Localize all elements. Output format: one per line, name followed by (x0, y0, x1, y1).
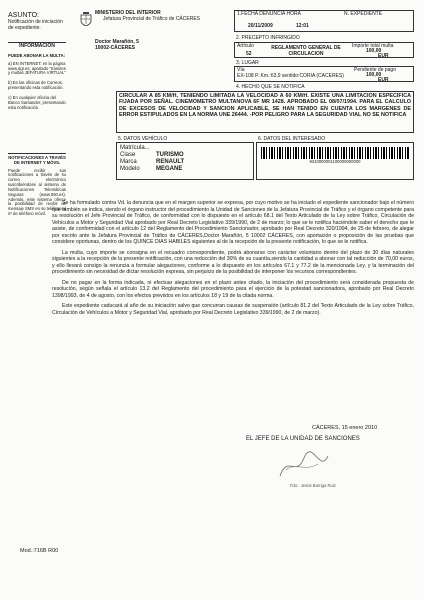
interesado-box (256, 142, 414, 180)
jefatura-name: Jefatura Provincial de Tráfico de CÁCERES (103, 15, 200, 22)
address-line2: 10002-CÁCERES (95, 44, 136, 51)
matricula-label: Matrícula... (120, 145, 150, 151)
pendiente-value: 100,00 (366, 72, 382, 78)
place-date: CÁCERES, 15 enero 2010 (312, 425, 378, 431)
notifications-title: NOTIFICACIONES A TRAVÉS DE INTERNET Y MÓVIL (8, 155, 66, 165)
hecho-text: CIRCULAR A 85 KM/H, TENIENDO LIMITADA LA VELOCIDAD A 60 KM/H. EXISTE UNA LIMITACION ESPECIFICA FIJADA POR SEÑAL. CINEMOMETRO MULTANOVA 6F MR 1428. APROBADO EL 08/07/1994. PARA EL CALCULO DE EXCESOS DE VELOCIDAD Y SANCION APLICABLE, SE HAN TENIDO EN CUENTA LOS MARGENES DE ERROR ESTIPULADOS EN LA NORMA UNE 26444. -POR PELIGRO PARA LA SEGURIDAD VIAL NO SE NOTIFICA (119, 93, 411, 119)
payment-info (8, 54, 66, 110)
signature-stamp (276, 448, 332, 484)
time-value: 12:01 (296, 23, 309, 29)
asunto-text: Notificación de iniciación de expediente. (8, 19, 63, 31)
info-block (8, 42, 66, 50)
asunto-block (8, 12, 66, 32)
articulo-value: 52 (246, 51, 252, 57)
lugar-label: 3. LUGAR (236, 60, 259, 66)
coat-of-arms-icon (80, 12, 92, 26)
payment-option-internet: a) EN INTERNET: en la página www.dgt.es, apartado "trámites y multas JEFATURA VIRTUAL" (8, 60, 66, 76)
ministry-name: MINISTERIO DEL INTERIOR (95, 10, 161, 16)
signer-name: Fdo.: Jesús Barriga Ruiz (290, 483, 336, 488)
expediente-label: N. EXPEDIENTE (344, 11, 383, 17)
importe-value: 100,00 (366, 48, 382, 54)
clase-label: Clase (120, 151, 136, 158)
via-label: Vía (237, 67, 245, 73)
pendiente-currency: EUR (378, 77, 389, 83)
modelo-row (120, 166, 250, 173)
issuer-header (95, 11, 233, 23)
issuer-address (95, 40, 139, 52)
reglamento-text: REGLAMENTO GENERAL DE CIRCULACION (271, 45, 341, 57)
modelo-value: MEGANE (156, 165, 183, 172)
info-title: INFORMACIÓN (19, 43, 55, 49)
via-value: EX-108 P. Km.:63,9 sentido:CORIA (CACERES) (237, 73, 344, 79)
vehiculo-label: 5. DATOS VEHÍCULO (118, 136, 168, 142)
signer-title: EL JEFE DE LA UNIDAD DE SANCIONES (246, 436, 360, 442)
date-time-label: 1.FECHA DENUNCIA HORA (237, 11, 301, 17)
hecho-label: 4. HECHO QUE SE NOTIFICA (236, 84, 305, 90)
articulo-label: Artículo (237, 43, 254, 49)
clase-value: TURISMO (156, 151, 184, 158)
paragraph-alegaciones: Se ha formulado contra Vd. la denuncia que en el margen superior se expresa, por cuyo motivo se ha iniciado el expediente sancionador bajo el número que también se indica, siendo el órgano instructor del procedimiento la Unidad de Sanciones de la Jefatura Provincial de Tráfico y el órgano competente para su resolución el Jefe Provincial de Tráfico, de conformidad con lo dispuesto en el artículo 68.1 del Texto Articulado de la Ley sobre Tráfico, Circulación de Vehículos a Motor y Seguridad Vial aprobado por Real Decreto Legislativo 339/1990, de 2 de marzo; lo que se le notifica haciéndole saber el derecho que le asiste, de conformidad con el artículo 12 del Reglamento del Procedimiento Sancionador, aprobado por Real Decreto 320/1994, de 25 de febrero, de alegar por escrito ante la Jefatura Provincial de Tráfico de CÁCERES,Doctor Marañón, 5 10002 CÁCERES, con aportación o proposición de las pruebas que considere oportunas, dentro de los QUINCE DIAS HABILES siguientes al de la recepción de la presente notificación, lo que se le notifica. (52, 200, 414, 245)
marca-row (120, 159, 250, 166)
modelo-label: Modelo (120, 165, 140, 172)
payment-option-banco: c) En cualquier oficina del Banco Santander, presentando esta notificación. (8, 94, 66, 110)
model-code: Mod.:716B R00 (20, 548, 59, 554)
importe-label: Importe total multa (352, 43, 394, 49)
barcode-number: 9310000001100000000000 (309, 159, 361, 164)
marca-label: Marca (120, 158, 137, 165)
hecho-box (116, 91, 414, 133)
paragraph-reduccion: La multa, cuyo importe se consigna en el recuadro correspondiente, podrá abonarse con carácter voluntario dentro del plazo de 30 días naturales siguientes a la recepción de la presente notificación, con una reducción del 30% de su cuantía,siendo la cantidad a abonar con tal reducción de 70,00 euros, y ello llevará consigo la renuncia a formular alegaciones, conforme a lo dispuesto en los artículos 67.1 y 77.2 de la mencionada Ley, y la terminación del procedimiento sin necesidad de dictar resolución expresa, sin perjuicio de la posibilidad de interponer los recursos correspondientes. (52, 249, 414, 275)
payment-option-correos: b) En las oficinas de Correos, presentando esta notificación. (8, 80, 64, 91)
importe-currency: EUR (378, 53, 389, 59)
asunto-title: ASUNTO: (8, 12, 39, 19)
matricula-row (120, 145, 250, 152)
paragraph-propuesta: De no pagar en la forma indicada, ni efectuar alegaciones en el plazo antes citado, la iniciación del procedimiento será considerada propuesta de resolución, según señala el artículo 13.2 del Reglamento del procedimiento para el ejercicio de la potestad sancionadora, aprobado por Real Decreto 1398/1993, de 4 de agosto, con los efectos previstos en los artículos 18 y 19 de la citada norma. (52, 279, 414, 299)
pendiente-label: Pendiente de pago (354, 67, 396, 73)
body-text (52, 200, 414, 316)
precepto-label: 2. PRECEPTO INFRINGIDO (236, 35, 300, 41)
clase-row (120, 152, 250, 159)
marca-value: RENAULT (156, 158, 185, 165)
notifications-text: Puede recibir sus notificaciones a través de su correo electrónico suscribiéndose al sistema de Notificaciones Telemáticas Seguras (www.060.es). Además, este sistema ofrece la posibilidad de recibir un mensaje SMS en su teléfono al nº de teléfono móvil. (8, 167, 66, 217)
barcode (261, 147, 409, 159)
vehiculo-box (116, 142, 254, 180)
paragraph-caducidad: Este expediente caducará al año de su iniciación salvo que concurran causas de suspensión (artículo 81.2 del Texto Articulado de la Ley sobre Tráfico, Circulación de Vehículos a Motor y Seguridad Vial, aprobado por Real Decreto Legislativo 339/1990, de 2 de marzo). (52, 303, 414, 316)
interesado-label: 6. DATOS DEL INTERESADO (258, 136, 326, 142)
payment-title: PUEDE ABONAR LA MULTA: (8, 53, 65, 58)
date-value: 20/11/2009 (248, 23, 273, 29)
address-line1: Doctor Marañón, 5 (95, 39, 139, 45)
